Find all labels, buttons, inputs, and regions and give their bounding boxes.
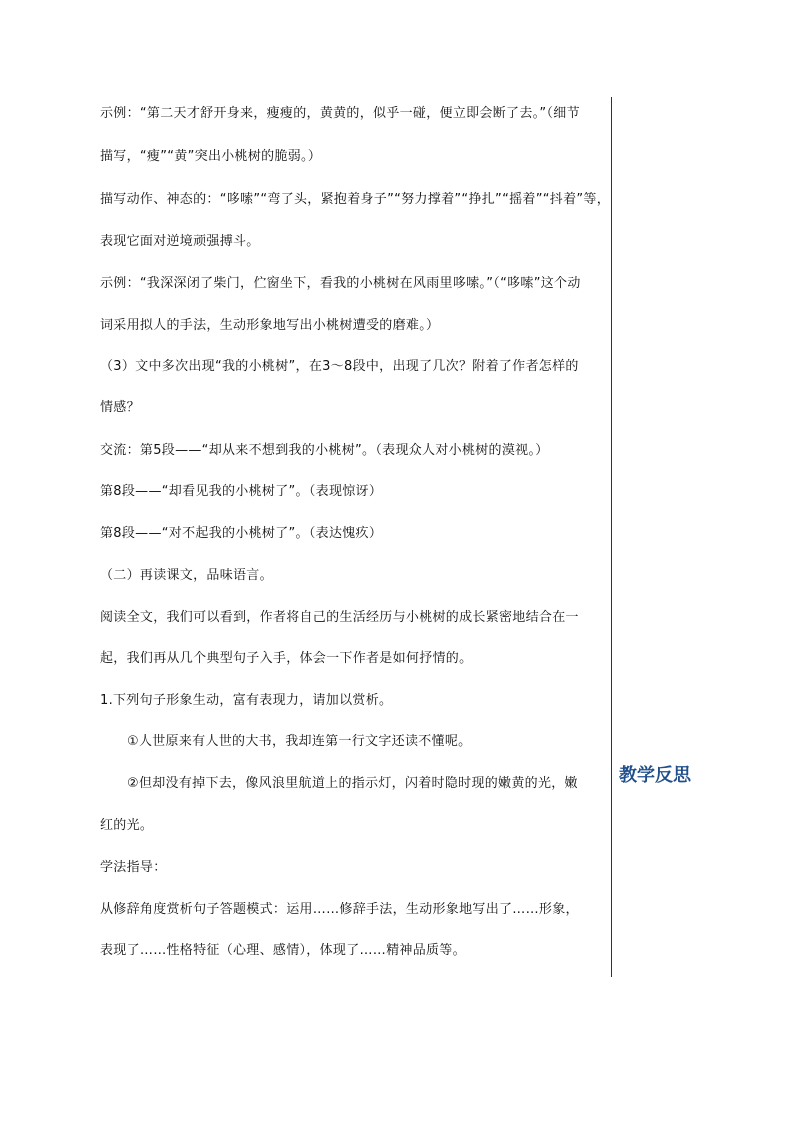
text-line: 阅读全文，我们可以看到，作者将自己的生活经历与小桃树的成长紧密地结合在一 (100, 610, 579, 625)
section-heading: （二）再读课文，品味语言。 (100, 568, 273, 583)
text-line: 第8段——“却看见我的小桃树了”。（表现惊讶） (100, 484, 383, 499)
text-line: 第8段——“对不起我的小桃树了”。（表达愧疚） (100, 526, 383, 541)
text-line: （3）文中多次出现“我的小桃树”，在3～8段中，出现了几次？附着了作者怎样的 (100, 359, 579, 374)
text-line: 示例：“我深深闭了柴门，伫窗坐下，看我的小桃树在风雨里哆嗦。”（“哆嗦”这个动 (100, 276, 581, 291)
text-line: 红的光。 (100, 818, 154, 833)
text-line: 词采用拟人的手法，生动形象地写出小桃树遭受的磨难。） (100, 318, 440, 333)
example-sentence-2: ②但却没有掉下去，像风浪里航道上的指示灯，闪着时隐时现的嫩黄的光，嫩 (127, 776, 578, 791)
example-sentence-1: ①人世原来有人世的大书，我却连第一行文字还读不懂呢。 (127, 734, 472, 749)
text-line: 从修辞角度赏析句子答题模式：运用……修辞手法，生动形象地写出了……形象， (100, 902, 579, 917)
question-line: 1.下列句子形象生动，富有表现力，请加以赏析。 (100, 693, 393, 708)
text-line: 描写动作、神态的：“哆嗦”“弯了头，紧抱着身子”“努力撑着”“挣扎”“摇着”“抖着”等， (100, 192, 611, 207)
text-line: 情感？ (100, 400, 140, 415)
text-line: 描写，“瘦”“黄”突出小桃树的脆弱。） (100, 149, 322, 164)
text-line: 表现了……性格特征（心理、感情），体现了……精神品质等。 (100, 943, 466, 958)
column-divider (611, 97, 612, 977)
text-line: 表现它面对逆境顽强搏斗。 (100, 234, 260, 249)
method-guide-heading: 学法指导： (100, 860, 167, 875)
text-line: 交流：第5段——“却从来不想到我的小桃树”。（表现众人对小桃树的漠视。） (100, 443, 549, 458)
text-line: 示例：“第二天才舒开身来，瘦瘦的，黄黄的，似乎一碰，便立即会断了去。”（细节 (100, 106, 580, 121)
teaching-reflection-title: 教学反思 (619, 765, 691, 786)
text-line: 起，我们再从几个典型句子入手，体会一下作者是如何抒情的。 (100, 651, 473, 666)
